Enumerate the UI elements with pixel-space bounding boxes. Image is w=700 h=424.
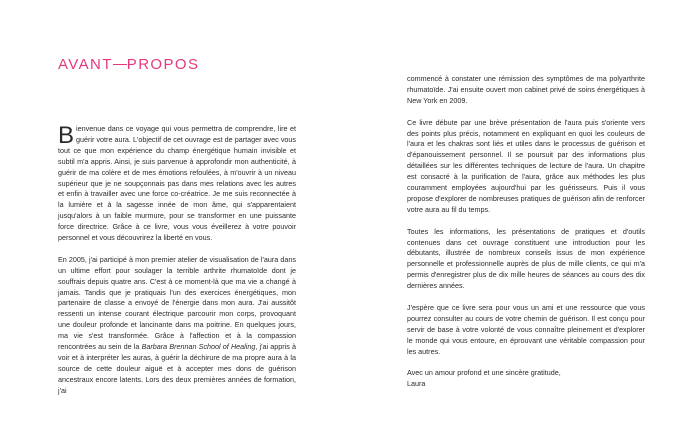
signature: Laura	[407, 379, 426, 389]
paragraph-intro	[58, 124, 296, 244]
paragraph-2005	[58, 255, 296, 397]
title-part-2: PROPOS	[126, 56, 200, 73]
drop-cap: B	[58, 122, 75, 149]
title-part-1: AVANT	[58, 56, 113, 73]
paragraph-continuation: commencé à constater une rémission des symptômes de ma polyarthrite rhumatoïde. J'ai ensuite ouvert mon cabinet privé de soins énergétiques à New York en 2009.	[407, 74, 645, 105]
paragraph-2005-after: , j'ai appris à voir et à interpréter les auras, à guérir la déchirure de ma propre aura à la source de cette douleur aiguë et à accepter mes dons de guérison ancestraux encore latents. Lors des deux premières années de formation, j'ai	[58, 342, 297, 395]
page-title	[58, 56, 199, 73]
right-column	[407, 74, 645, 401]
paragraph-intro-text: ienvenue dans ce voyage qui vous permettra de comprendre, lire et guérir votre aura. L'objectif de cet ouvrage est de partager avec vous tout ce que mon expérience du champ énergétique humain invisible et subtil m'a appris. Ainsi, je suis parvenue à approfondir mon authenticité, à guérir de ma colère et de mes émotions refoulées, à m'ouvrir à un niveau supérieur que je ne soupçonnais pas dans mes relations avec les autres et enfin à travailler avec une force co-créatrice. Je me suis reconnectée à la lumière et à la sagesse innée de mon âme, qui s'apparentaient jusqu'alors à un faible murmure, pour se transformer en une puissante force directrice. Grâce à ce livre, vous vous éveillerez à votre pouvoir personnel et vous découvrirez la liberté en vous.	[58, 124, 296, 243]
school-name: Barbara Brennan School of Healing	[141, 342, 256, 352]
paragraph-hope: J'espère que ce livre sera pour vous un ami et une ressource que vous pourrez consulter au cours de votre chemin de guérison. Il est conçu pour servir de base à votre volonté de vous connaître pleinement et d'explorer le monde qui vous entoure, en éprouvant une véritable compassion pour les autres.	[407, 302, 645, 356]
paragraph-2005-before: En 2005, j'ai participé à mon premier atelier de visualisation de l'aura dans un ultime effort pour soulager la terrible arthrite rhumatoïde dont je souffrais depuis quatre ans. C'est à ce moment-là que ma vie a changé à jamais. Tandis que je pratiquais l'un des exercices énergétiques, mon partenaire de classe a envoyé de l'énergie dans mon aura. J'ai aussitôt ressenti un intense courant électrique parcourir mon corps, provoquant une douleur profonde et lancinante dans ma poitrine. En quelques jours, ma vie s'est transformée. Grâce à l'affection et à la compassion rencontrées au sein de la	[58, 254, 296, 352]
left-column	[58, 124, 296, 408]
paragraph-information: Toutes les informations, les présentations de pratiques et d'outils contenues dans cet ouvrage constituent une introduction pour les débutants, illustrée de nombreux conseils issus de mon expérience personnelle et professionnelle auprès de plus de mille clients, ce qui m'a permis d'enregistrer plus de dix mille heures de séances au cours des dix dernières années.	[407, 226, 645, 291]
closing-line: Avec un amour profond et une sincère gratitude,	[407, 368, 561, 378]
paragraph-book-overview: Ce livre débute par une brève présentation de l'aura puis s'oriente vers des points plus précis, notamment en expliquant en quoi les couleurs de l'aura et les chakras sont liés et utiles dans le processus de guérison et d'épanouissement personnel. Il se poursuit par des informations plus détaillées sur les différentes techniques de lecture de l'aura. Un chapitre est consacré à la purification de l'aura, grâce aux méthodes les plus couramment employées aujourd'hui par les guérisseurs. Puis il vous propose d'explorer de nombreuses pratiques de guérison afin de renforcer votre aura au fil du temps.	[407, 117, 645, 214]
title-dash	[113, 64, 127, 65]
